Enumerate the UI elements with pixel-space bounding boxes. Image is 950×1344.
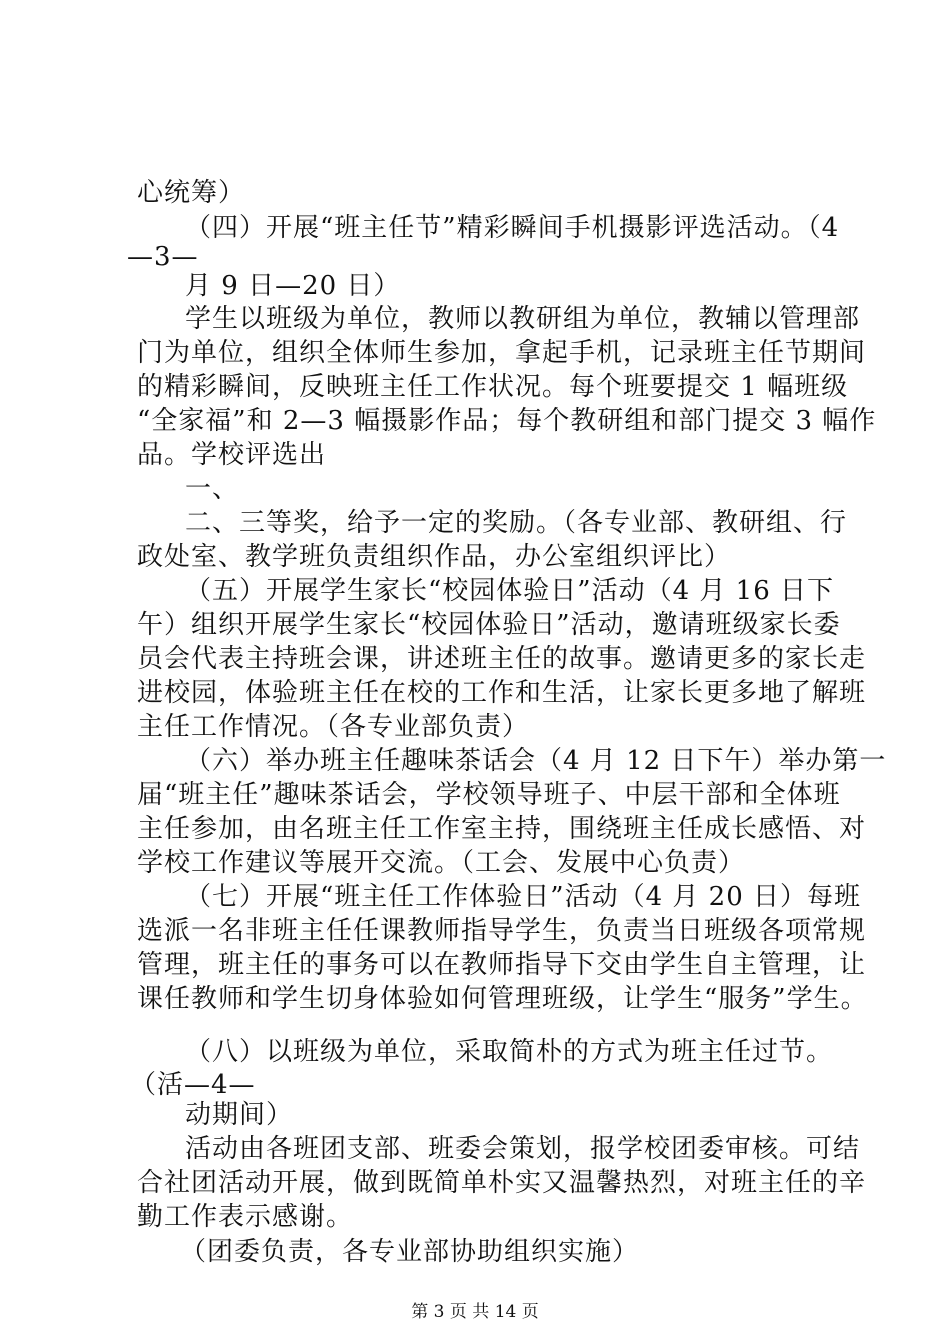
text-line: （六）举办班主任趣味茶话会（4 月 12 日下午）举办第一 (185, 746, 887, 776)
text-line: （五）开展学生家长“校园体验日”活动（4 月 16 日下 (185, 576, 835, 606)
text-line: 课任教师和学生切身体验如何管理班级，让学生“服务”学生。 (137, 984, 868, 1014)
text-line: （八）以班级为单位，采取简朴的方式为班主任过节。 (185, 1037, 834, 1067)
text-line: 午）组织开展学生家长“校园体验日”活动，邀请班级家长委 (137, 610, 841, 640)
text-line: 届“班主任”趣味茶话会，学校领导班子、中层干部和全体班 (137, 780, 841, 810)
text-line: 二、三等奖，给予一定的奖励。（各专业部、教研组、行 (185, 508, 848, 538)
text-line: 活动由各班团支部、班委会策划，报学校团委审核。可结 (185, 1134, 861, 1164)
text-line: （七）开展“班主任工作体验日”活动（4 月 20 日）每班 (185, 882, 862, 912)
text-line: 主任参加，由名班主任工作室主持，围绕班主任成长感悟、对 (137, 814, 867, 844)
text-line: 政处室、教学班负责组织作品，办公室组织评比） (137, 542, 732, 572)
text-line: 一、 (185, 474, 240, 504)
text-line: 合社团活动开展，做到既简单朴实又温馨热烈，对班主任的辛 (137, 1168, 867, 1198)
page-footer: 第 3 页 共 14 页 (411, 1302, 539, 1322)
text-line: 员会代表主持班会课，讲述班主任的故事。邀请更多的家长走 (137, 644, 867, 674)
text-line: 的精彩瞬间，反映班主任工作状况。每个班要提交 1 幅班级 (137, 372, 849, 402)
text-line: 勤工作表示感谢。 (137, 1202, 354, 1232)
text-line: 选派一名非班主任任课教师指导学生，负责当日班级各项常规 (137, 916, 867, 946)
text-line: 门为单位，组织全体师生参加，拿起手机，记录班主任节期间 (137, 338, 867, 368)
text-line: —3— (127, 242, 199, 272)
text-line: 进校园，体验班主任在校的工作和生活，让家长更多地了解班 (137, 678, 867, 708)
text-line: 管理，班主任的事务可以在教师指导下交由学生自主管理，让 (137, 950, 867, 980)
text-line: 月 9 日—20 日） (185, 271, 401, 301)
text-line: （四）开展“班主任节”精彩瞬间手机摄影评选活动。（4 (185, 213, 840, 243)
text-line: 学校工作建议等展开交流。（工会、发展中心负责） (137, 848, 746, 878)
text-line: 主任工作情况。（各专业部负责） (137, 712, 530, 742)
text-line: “全家福”和 2—3 幅摄影作品；每个教研组和部门提交 3 幅作 (137, 406, 877, 436)
text-line: （活—4— (130, 1070, 256, 1100)
text-line: 动期间） (185, 1100, 294, 1130)
text-line: （团委负责，各专业部协助组织实施） (180, 1237, 640, 1267)
text-line: 心统筹） (137, 178, 246, 208)
text-line: 学生以班级为单位，教师以教研组为单位，教辅以管理部 (185, 304, 861, 334)
text-line: 品。学校评选出 (137, 440, 327, 470)
